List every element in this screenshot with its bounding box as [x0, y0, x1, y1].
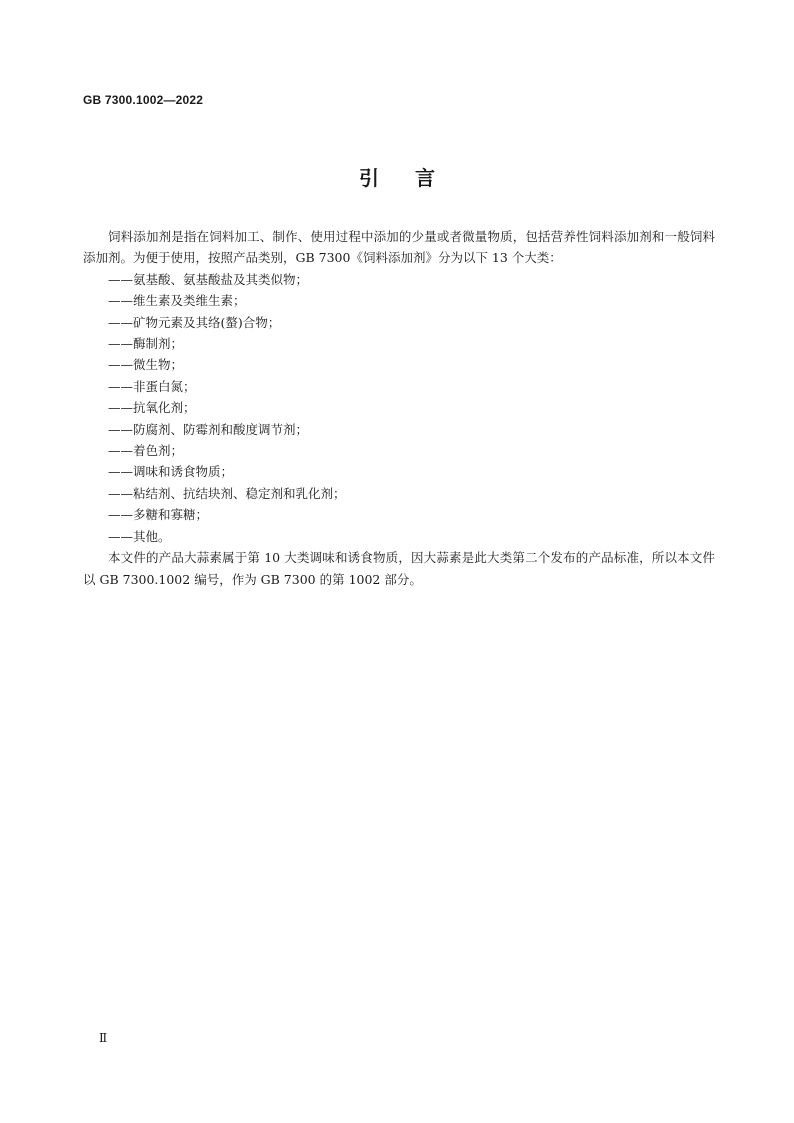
category-item: ——着色剂； [108, 443, 184, 459]
page-title: 引言 [359, 166, 471, 190]
category-item: ——非蛋白氮； [108, 378, 196, 394]
category-item: ——多糖和寡糖； [108, 507, 209, 523]
intro-paragraph: 饲料添加剂是指在饲料加工、制作、使用过程中添加的少量或者微量物质，包括营养性饲料添加剂和一般饲料添加剂。为便于使用，按照产品类别，GB 7300《饲料添加剂》分为以下 13 个大类： [83, 229, 715, 266]
page-number: Ⅱ [99, 1031, 108, 1045]
category-item: ——防腐剂、防霉剂和酸度调节剂； [108, 421, 309, 437]
category-item: ——调味和诱食物质； [108, 464, 234, 480]
category-list [83, 269, 715, 547]
category-item: ——维生素及类维生素； [108, 293, 246, 309]
closing-paragraph: 本文件的产品大蒜素属于第 10 大类调味和诱食物质，因大蒜素是此大类第二个发布的产品标准，所以本文件以 GB 7300.1002 编号，作为 GB 7300 的第 1002 部分。 [83, 550, 715, 587]
category-item: ——粘结剂、抗结块剂、稳定剂和乳化剂； [108, 485, 346, 501]
standard-code-header: GB 7300.1002—2022 [83, 93, 204, 107]
category-item: ——矿物元素及其络(螯)合物； [108, 314, 281, 330]
category-item: ——酶制剂； [108, 336, 184, 352]
category-item: ——抗氧化剂； [108, 400, 196, 416]
category-item: ——其他。 [108, 528, 171, 544]
category-item: ——微生物； [108, 357, 184, 373]
document-body [83, 226, 715, 590]
category-item: ——氨基酸、氨基酸盐及其类似物； [108, 271, 309, 287]
